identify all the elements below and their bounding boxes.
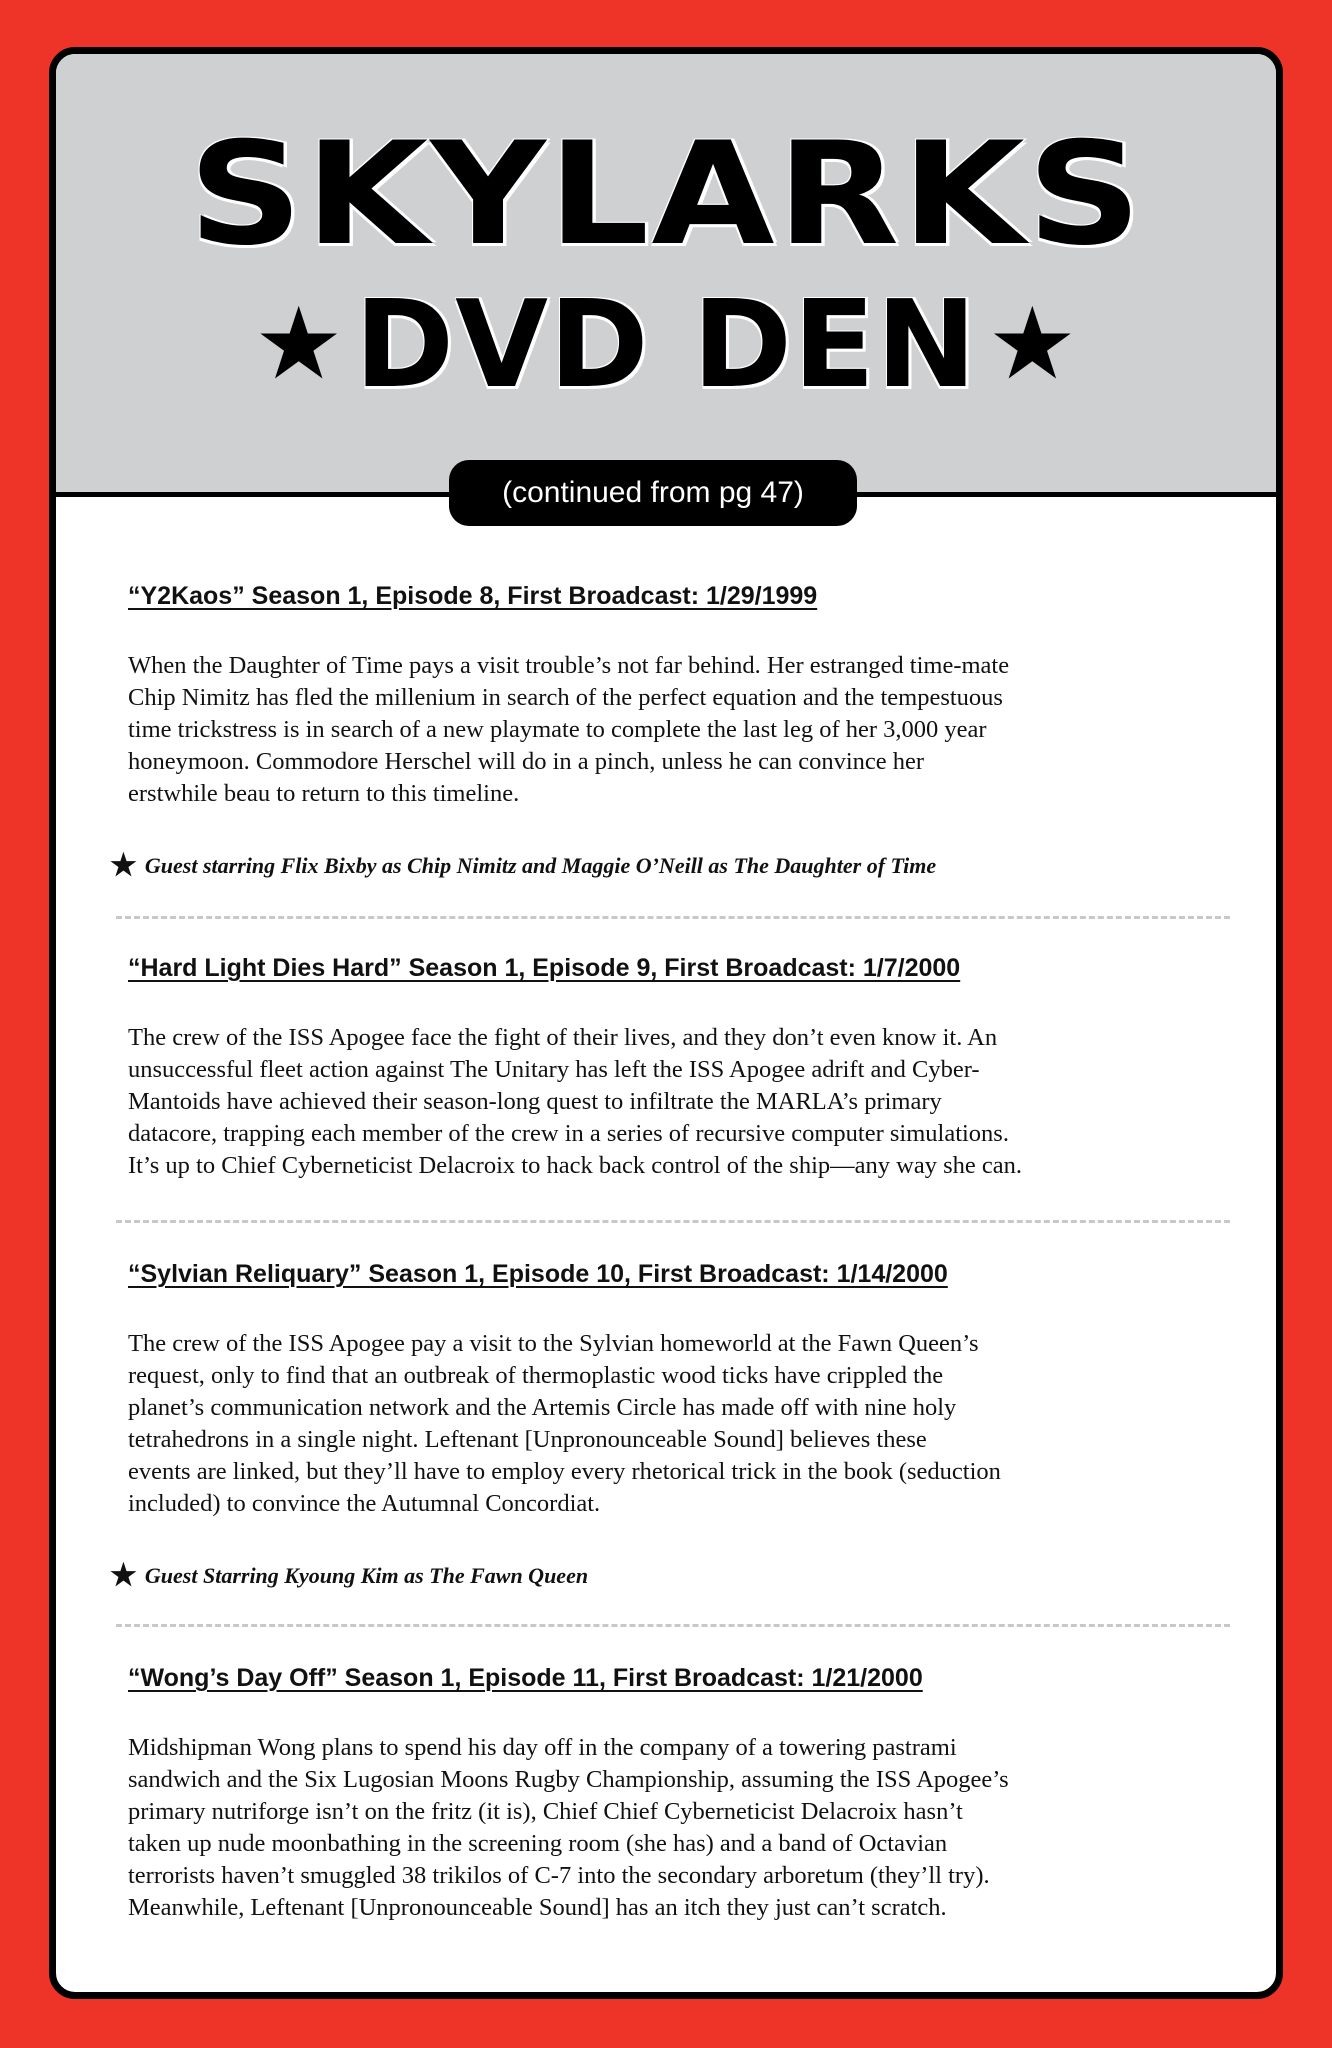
description-line: taken up nude moonbathing in the screening room (she has) and a band of Octavian xyxy=(128,1830,948,1857)
description-line: terrorists haven’t smuggled 38 trikilos of C-7 into the secondary arboretum (they’ll try). xyxy=(128,1862,990,1889)
star-icon-right: ★ xyxy=(987,285,1079,402)
episode-10-guest xyxy=(110,1558,588,1593)
description-line: primary nutriforge isn’t on the fritz (it is), Chief Chief Cyberneticist Delacroix hasn’t xyxy=(128,1798,963,1825)
star-icon: ★ xyxy=(110,849,137,882)
episode-9-description xyxy=(128,1022,1218,1182)
description-line: honeymoon. Commodore Herschel will do in a pinch, unless he can convince her xyxy=(128,748,925,775)
description-line: Midshipman Wong plans to spend his day off in the company of a towering pastrami xyxy=(128,1734,957,1761)
title-dvd-den-text: DVD DEN xyxy=(354,276,978,415)
episode-9-heading: “Hard Light Dies Hard” Season 1, Episode 9, First Broadcast: 1/7/2000 xyxy=(128,954,961,982)
description-line: Meanwhile, Leftenant [Unpronounceable Sound] has an itch they just can’t scratch. xyxy=(128,1894,947,1921)
page-card xyxy=(49,47,1283,1999)
episode-8-description xyxy=(128,650,1218,810)
description-line: When the Daughter of Time pays a visit trouble’s not far behind. Her estranged time-mate xyxy=(128,652,1010,679)
continued-badge: (continued from pg 47) xyxy=(449,460,857,526)
description-line: The crew of the ISS Apogee pay a visit to the Sylvian homeworld at the Fawn Queen’s xyxy=(128,1330,979,1357)
dashed-divider xyxy=(116,916,1230,919)
description-line: time trickstress is in search of a new playmate to complete the last leg of her 3,000 year xyxy=(128,716,987,743)
star-icon: ★ xyxy=(110,1559,137,1592)
dashed-divider xyxy=(116,1220,1230,1223)
description-line: included) to convince the Autumnal Concordiat. xyxy=(128,1490,601,1517)
description-line: It’s up to Chief Cyberneticist Delacroix to hack back control of the ship—any way she can. xyxy=(128,1152,1022,1179)
guest-text: Guest starring Flix Bixby as Chip Nimitz and Maggie O’Neill as The Daughter of Time xyxy=(144,853,937,878)
guest-text: Guest Starring Kyoung Kim as The Fawn Queen xyxy=(144,1563,589,1588)
episode-list xyxy=(56,54,1276,1992)
episode-8-guest xyxy=(110,848,936,883)
description-line: erstwhile beau to return to this timeline. xyxy=(128,780,520,807)
episode-10-description xyxy=(128,1328,1218,1520)
episode-10-heading: “Sylvian Reliquary” Season 1, Episode 10, First Broadcast: 1/14/2000 xyxy=(128,1260,948,1288)
episode-11-heading: “Wong’s Day Off” Season 1, Episode 11, First Broadcast: 1/21/2000 xyxy=(128,1664,923,1692)
description-line: planet’s communication network and the Artemis Circle has made off with nine holy xyxy=(128,1394,957,1421)
title-skylarks: SKYLARKS xyxy=(188,112,1144,277)
star-icon-left: ★ xyxy=(253,285,345,402)
description-line: Mantoids have achieved their season-long quest to infiltrate the MARLA’s primary xyxy=(128,1088,942,1115)
description-line: The crew of the ISS Apogee face the fight of their lives, and they don’t even know it. An xyxy=(128,1024,998,1051)
description-line: Chip Nimitz has fled the millenium in search of the perfect equation and the tempestuous xyxy=(128,684,1003,711)
episode-8-heading: “Y2Kaos” Season 1, Episode 8, First Broadcast: 1/29/1999 xyxy=(128,582,818,610)
description-line: request, only to find that an outbreak of thermoplastic wood ticks have crippled the xyxy=(128,1362,944,1389)
description-line: sandwich and the Six Lugosian Moons Rugby Championship, assuming the ISS Apogee’s xyxy=(128,1766,1009,1793)
dashed-divider xyxy=(116,1624,1230,1627)
episode-11-description xyxy=(128,1732,1218,1924)
description-line: unsuccessful fleet action against The Unitary has left the ISS Apogee adrift and Cyber- xyxy=(128,1056,980,1083)
description-line: datacore, trapping each member of the crew in a series of recursive computer simulations. xyxy=(128,1120,1009,1147)
description-line: events are linked, but they’ll have to employ every rhetorical trick in the book (seduction xyxy=(128,1458,1001,1485)
description-line: tetrahedrons in a single night. Leftenant [Unpronounceable Sound] believes these xyxy=(128,1426,927,1453)
